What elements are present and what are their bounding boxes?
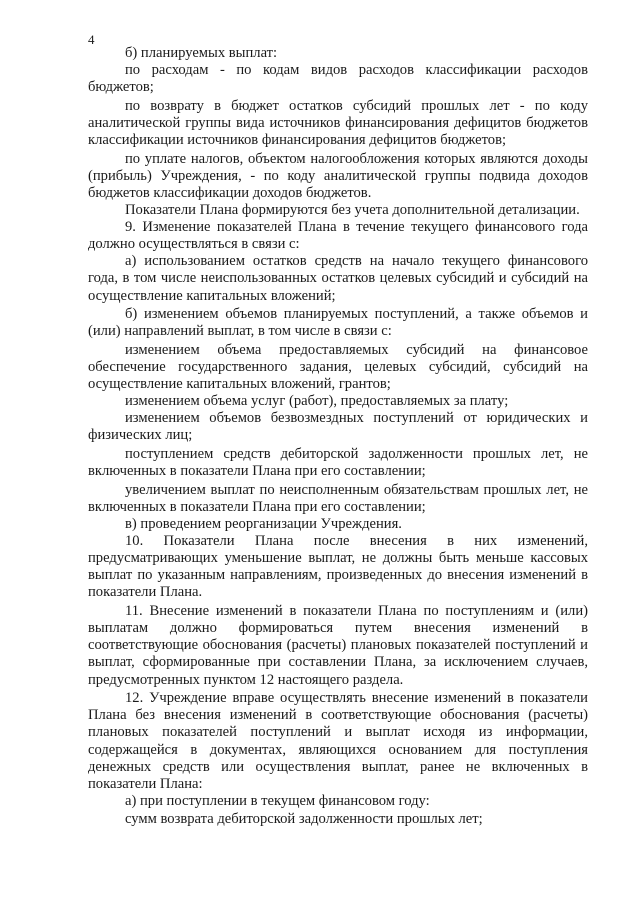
paragraph-9v: в) проведением реорганизации Учреждения. — [125, 516, 402, 533]
paragraph-9a: а) использованием остатков средств на начало текущего финансового года, в том числе неиспользованных остатков целевых субсидий и субсидий на осуществление капитальных вложений; — [88, 253, 588, 304]
paragraph-subsidy-volume: изменением объема предоставляемых субсидий на финансовое обеспечение государственного задания, целевых субсидий, субсидий на осуществление капитальных вложений, грантов; — [88, 341, 588, 393]
paragraph-receivables: поступлением средств дебиторской задолженности прошлых лет, не включенных в показатели Плана при его составлении; — [88, 446, 588, 480]
paragraph-12a: а) при поступлении в текущем финансовом году: — [125, 792, 430, 809]
paragraph-tax-payment: по уплате налогов, объектом налогообложения которых являются доходы (прибыль) Учреждения, - по коду аналитической группы подвида доходов бюджетов классификации доходов бюджетов. — [88, 150, 588, 201]
paragraph-gratuitous-receipts: изменением объемов безвозмездных поступлений от юридических и физических лиц; — [88, 410, 588, 444]
paragraph-item-9: 9. Изменение показателей Плана в течение текущего финансового года должно осуществляться в связи с: — [88, 219, 588, 253]
paragraph-no-detailing: Показатели Плана формируются без учета дополнительной детализации. — [125, 202, 580, 219]
paragraph-9b: б) изменением объемов планируемых поступлений, а также объемов и (или) направлений выплат, в том числе в связи с: — [88, 306, 588, 340]
paragraph-expenses-codes: по расходам - по кодам видов расходов классификации расходов бюджетов; — [88, 62, 588, 96]
paragraph-subsidy-return: по возврату в бюджет остатков субсидий прошлых лет - по коду аналитической группы вида источников финансирования дефицитов бюджетов классификации источников финансирования дефицитов бюджетов; — [88, 97, 588, 149]
paragraph-planned-payments: б) планируемых выплат: — [125, 45, 278, 61]
paragraph-receivables-return: сумм возврата дебиторской задолженности прошлых лет; — [125, 811, 483, 828]
paragraph-item-11: 11. Внесение изменений в показатели Плана по поступлениям и (или) выплатам должно формироваться путем внесения изменений в соответствующие обоснования (расчеты) плановых показателей поступлений и выплат, сформированные при составлении Плана, за исключением случаев, предусмотренных пунктом 12 настоящего раздела. — [88, 603, 588, 688]
document-body — [88, 45, 588, 829]
paragraph-item-12: 12. Учреждение вправе осуществлять внесение изменений в показатели Плана без внесения изменений в соответствующие обоснования (расчеты) плановых показателей поступлений и выплат исходя из информации, содержащейся в документах, являющихся основанием для поступления денежных средств или осуществления выплат, ранее не включенных в показатели Плана: — [88, 690, 588, 792]
page-number: 4 — [88, 32, 95, 47]
paragraph-paid-services: изменением объема услуг (работ), предоставляемых за плату; — [125, 393, 509, 410]
paragraph-unfulfilled-obligations: увеличением выплат по неисполненным обязательствам прошлых лет, не включенных в показатели Плана при его составлении; — [88, 481, 588, 515]
paragraph-item-10: 10. Показатели Плана после внесения в них изменений, предусматривающих уменьшение выплат, не должны быть меньше кассовых выплат по указанным направлениям, произведенных до внесения изменений в показатели Плана. — [88, 533, 588, 601]
